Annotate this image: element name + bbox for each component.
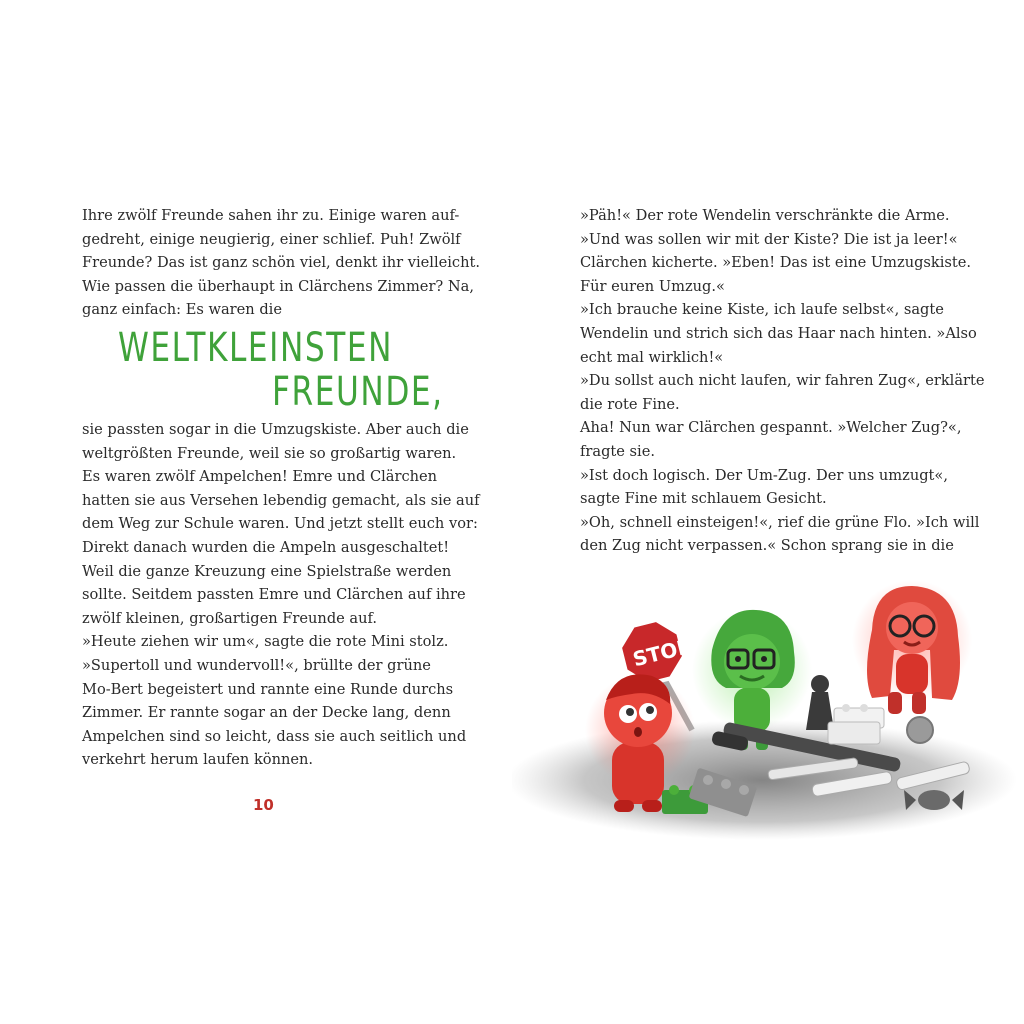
text-line: dem Weg zur Schule waren. Und jetzt stellt euch vor:: [82, 515, 478, 533]
text-line: Ampelchen sind so leicht, dass sie auch seitlich und: [82, 727, 467, 745]
text-line: gedreht, einige neugierig, einer schlief. Puh! Zwölf: [82, 230, 461, 248]
text-line: Mo-Bert begeistert und rannte eine Runde durchs: [82, 680, 454, 698]
text-line: sollte. Seitdem passten Emre und Clärchen auf ihre: [82, 586, 466, 604]
text-line: hatten sie aus Versehen lebendig gemacht, als sie auf: [82, 491, 480, 509]
white-bricks: [828, 704, 884, 744]
left-paragraph-1: [82, 204, 480, 322]
text-line: echt mal wirklich!«: [580, 348, 724, 366]
text-line: Wie passen die überhaupt in Clärchens Zimmer? Na,: [82, 277, 474, 295]
text-line: sie passten sogar in die Umzugskiste. Aber auch die: [82, 421, 469, 438]
text-line: die rote Fine.: [580, 395, 680, 413]
text-line: Freunde? Das ist ganz schön viel, denkt ihr vielleicht.: [82, 254, 480, 272]
stop-sign-text: STOP: [630, 633, 695, 672]
text-line: Wendelin und strich sich das Haar nach hinten. »Also: [580, 324, 977, 342]
heading-line-1: WELTKLEINSTEN: [118, 325, 393, 371]
text-line: zwölf kleinen, großartigen Freunde auf.: [82, 609, 378, 627]
text-line: »Oh, schnell einsteigen!«, rief die grüne Flo. »Ich will: [580, 513, 980, 531]
text-line: Für euren Umzug.«: [580, 277, 725, 295]
text-line: »Supertoll und wundervoll!«, brüllte der grüne: [82, 656, 431, 674]
text-line: den Zug nicht verpassen.« Schon sprang sie in die: [580, 537, 954, 555]
text-line: »Päh!« Der rote Wendelin verschränkte die Arme.: [580, 207, 950, 224]
illustration: [512, 580, 1024, 850]
heading-line-2: FREUNDE,: [272, 369, 444, 415]
page-number: 10: [253, 796, 274, 814]
text-line: »Ich brauche keine Kiste, ich laufe selbst«, sagte: [580, 301, 944, 319]
text-line: sagte Fine mit schlauem Gesicht.: [580, 490, 827, 508]
text-line: Clärchen kicherte. »Eben! Das ist eine Umzugskiste.: [580, 254, 972, 272]
text-line: Es waren zwölf Ampelchen! Emre und Clärchen: [82, 468, 438, 486]
right-page: [512, 0, 1024, 1024]
sharpener: [907, 717, 933, 743]
right-paragraph: [580, 204, 985, 558]
text-line: »Und was sollen wir mit der Kiste? Die ist ja leer!«: [580, 230, 958, 248]
text-line: ganz einfach: Es waren die: [82, 301, 282, 319]
text-line: weltgrößten Freunde, weil sie so großartig waren.: [82, 444, 457, 462]
text-line: Ihre zwölf Freunde sahen ihr zu. Einige waren auf-: [82, 207, 460, 224]
text-line: Aha! Nun war Clärchen gespannt. »Welcher Zug?«,: [580, 419, 962, 437]
text-line: »Du sollst auch nicht laufen, wir fahren Zug«, erklärte: [580, 372, 985, 390]
text-line: verkehrt herum laufen können.: [82, 751, 314, 769]
text-line: Weil die ganze Kreuzung eine Spielstraße werden: [82, 562, 452, 580]
text-line: »Ist doch logisch. Der Um-Zug. Der uns umzugt«,: [580, 466, 948, 484]
text-line: Direkt danach wurden die Ampeln ausgeschaltet!: [82, 538, 450, 556]
red-girl-figure: [852, 580, 972, 714]
left-paragraph-2: [82, 418, 480, 772]
text-line: fragte sie.: [580, 442, 655, 460]
text-line: »Heute ziehen wir um«, sagte die rote Mini stolz.: [82, 633, 449, 651]
text-line: Zimmer. Er rannte sogar an der Decke lang, denn: [82, 704, 451, 722]
